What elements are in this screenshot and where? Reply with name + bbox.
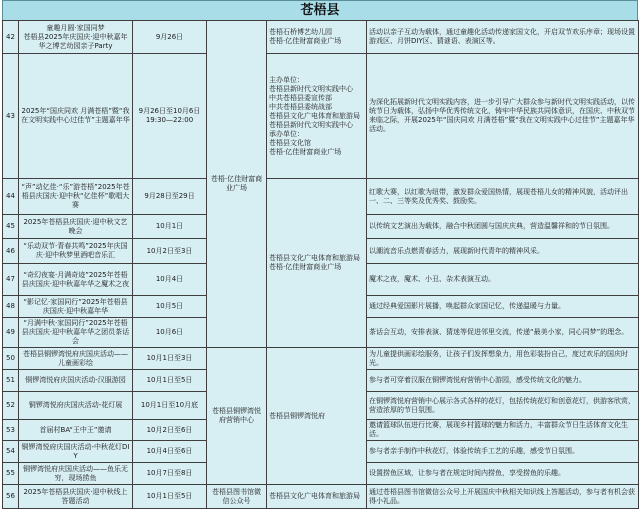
activity-content: 设置捞鱼区域，让参与者在规定时间内捞鱼，享受捞鱼的乐趣。 [367,463,639,485]
activity-date: 9月26日 [133,21,207,54]
table-row [3,54,639,179]
activity-content: 在铜锣湾悦府营销中心展示各式各样的花灯，包括传统花灯和创意花灯，供游客欣赏，营造浓厚的节日氛围。 [367,392,639,420]
activity-date: 10月1日至5日 [133,370,207,392]
activity-content: 通过经典爱国影片展播，唤起群众家国记忆，传递温暖与力量。 [367,296,639,318]
activity-date: 10月1日至5日 [133,485,207,509]
row-number: 44 [3,179,19,215]
activity-content: 为深化拓展新时代文明实践内容，进一步引导广大群众参与新时代文明实践活动，以传统节日为载体，弘扬中华优秀传统文化，铸牢中华民族共同体意识，在国庆、中秋双节来临之际，开展2025年“国庆同欢 月满苍梧”暨“我在文明实践中心过佳节”主题嘉年华活动。 [367,54,639,179]
venue-tongluowan: 苍梧县铜锣湾悦府营销中心 [207,348,267,485]
activity-date: 10月4日 [133,264,207,296]
activity-content: 红歌大赛，以红歌为纽带，激发群众爱国热情，展现苍梧儿女的精神风貌，活动评出一、二、三等奖及优秀奖、鼓励奖。 [367,179,639,215]
organizer: 苍梧县文化广电体育和旅游局 [267,485,367,509]
activity-date: 10月2日至6日 [133,420,207,441]
organizer: 主办单位： 苍梧县新时代文明实践中心 中共苍梧县委宣传部 中共苍梧县委统战部 苍梧县文化广电体育和旅游局 苍梧县新时代文明实践中心 承办单位： 苍梧县文化馆 苍梧·亿佳财富商业广场 [267,54,367,179]
table-row [3,348,639,370]
activity-name: 童趣月圆·家国同梦 苍梧县2025年庆国庆·迎中秋嘉年华之博艺幼园亲子Party [19,21,133,54]
activity-date: 10月7日至8日 [133,463,207,485]
activity-content: 通过苍梧县图书馆微信公众号上开展国庆中秋相关知识线上答题活动，参与者有机会获得小礼品。 [367,485,639,509]
venue-library: 苍梧县图书馆微信公众号 [207,485,267,509]
table-row [3,179,639,215]
activity-date: 10月5日 [133,296,207,318]
activity-name: 铜锣湾悦府庆国庆活动-汉服游园 [19,370,133,392]
activity-content: 参与者亲手制作中秋花灯，体验传统手工艺的乐趣，感受节日氛围。 [367,441,639,463]
activity-content: 邀请篮球队伍进行比赛，展现乡村篮球的魅力和活力，丰富群众节日生活体育文化生活。 [367,420,639,441]
activity-content: 茶话会互动，安排表演、猜迷等促进邻里交流，传递“最美小家，同心同梦”的理念。 [367,318,639,348]
activity-date: 10月1日至10月底 [133,392,207,420]
activity-content: 以传统文艺演出为载体，融合中秋团圆与国庆庆典，营造温馨祥和的节日氛围。 [367,215,639,239]
activity-date: 9月28日至29日 [133,179,207,215]
activity-content: 以潮流音乐点燃青春活力，展现新时代青年的精神风采。 [367,239,639,264]
row-number: 47 [3,264,19,296]
row-number: 51 [3,370,19,392]
row-number: 42 [3,21,19,54]
activity-name: 2025年苍梧县庆国庆·迎中秋文艺晚会 [19,215,133,239]
row-number: 46 [3,239,19,264]
organizer: 苍梧石桥博艺幼儿园 苍梧·亿佳财富商业广场 [267,21,367,54]
activity-name: 2025年“国庆同欢 月满苍梧”暨“我在文明实践中心过佳节”主题嘉年华 [19,54,133,179]
activity-name: “乐动双节·青春共鸣”2025年庆国庆·迎中秋梦里酒吧音乐汇 [19,239,133,264]
table-row [3,485,639,509]
activity-name: 铜锣湾悦府庆国庆活动——鱼乐无穷，现场捞鱼 [19,463,133,485]
activity-date: 10月6日 [133,318,207,348]
row-number: 43 [3,54,19,179]
activity-name: 苍梧县铜锣湾悦府庆国庆活动——儿童画彩绘 [19,348,133,370]
activity-table [2,20,639,509]
organizer-tongluowan: 苍梧县铜锣湾悦府 [267,348,367,485]
row-number: 54 [3,441,19,463]
activity-name: “声”动亿佳·“乐”游苍梧”2025年苍梧县庆国庆·迎中秋“亿佳杯”歌唱大赛 [19,179,133,215]
activity-date: 10月1日 [133,215,207,239]
activity-name: “奇幻夜宴·月满奇迹”2025年苍梧县庆国庆·迎中秋嘉年华之魔术之夜 [19,264,133,296]
row-number: 48 [3,296,19,318]
organizer-merged: 苍梧县文化广电体育和旅游局 苍梧·亿佳财富商业广场 [267,179,367,348]
activity-content: 为儿童提供画彩绘服务，让孩子们发挥想象力，用色彩装扮自己，度过欢乐的国庆时光。 [367,348,639,370]
activity-name: 铜锣湾悦府庆国庆活动-花灯展 [19,392,133,420]
row-number: 55 [3,463,19,485]
activity-content: 参与者可穿着汉服在铜锣湾悦府营销中心游园，感受传统文化的魅力。 [367,370,639,392]
activity-name: 2025年苍梧县庆国庆·迎中秋线上答题活动 [19,485,133,509]
activity-name: 铜锣湾悦府庆国庆活动-中秋花灯DIY [19,441,133,463]
activity-date: 10月1日至3日 [133,348,207,370]
activity-content: 活动以亲子互动为载体，通过童趣化活动传递家国文化，开启双节欢乐序章；现场设置游戏区、月饼DIY区、猜谜语、表演区等。 [367,21,639,54]
table-row [3,21,639,54]
county-title: 苍梧县 [2,0,638,20]
activity-date: 9月26日至10月6日 19:30—22:00 [133,54,207,179]
activity-name: 首届村BA“王中王”邀请 [19,420,133,441]
row-number: 53 [3,420,19,441]
row-number: 50 [3,348,19,370]
row-number: 49 [3,318,19,348]
activity-name: “影记忆·家国同行”2025年苍梧县庆国庆·迎中秋嘉年华 [19,296,133,318]
row-number: 56 [3,485,19,509]
row-number: 52 [3,392,19,420]
activity-content: 魔术之夜，魔术、小丑、杂术表演互动。 [367,264,639,296]
activity-date: 10月2日至3日 [133,239,207,264]
activity-name: “月满中秋·家国同行”2025年苍梧县庆国庆·迎中秋嘉年华之团员茶话会 [19,318,133,348]
row-number: 45 [3,215,19,239]
activity-date: 10月4日至6日 [133,441,207,463]
venue-yijia: 苍梧·亿佳财富商业广场 [207,21,267,348]
